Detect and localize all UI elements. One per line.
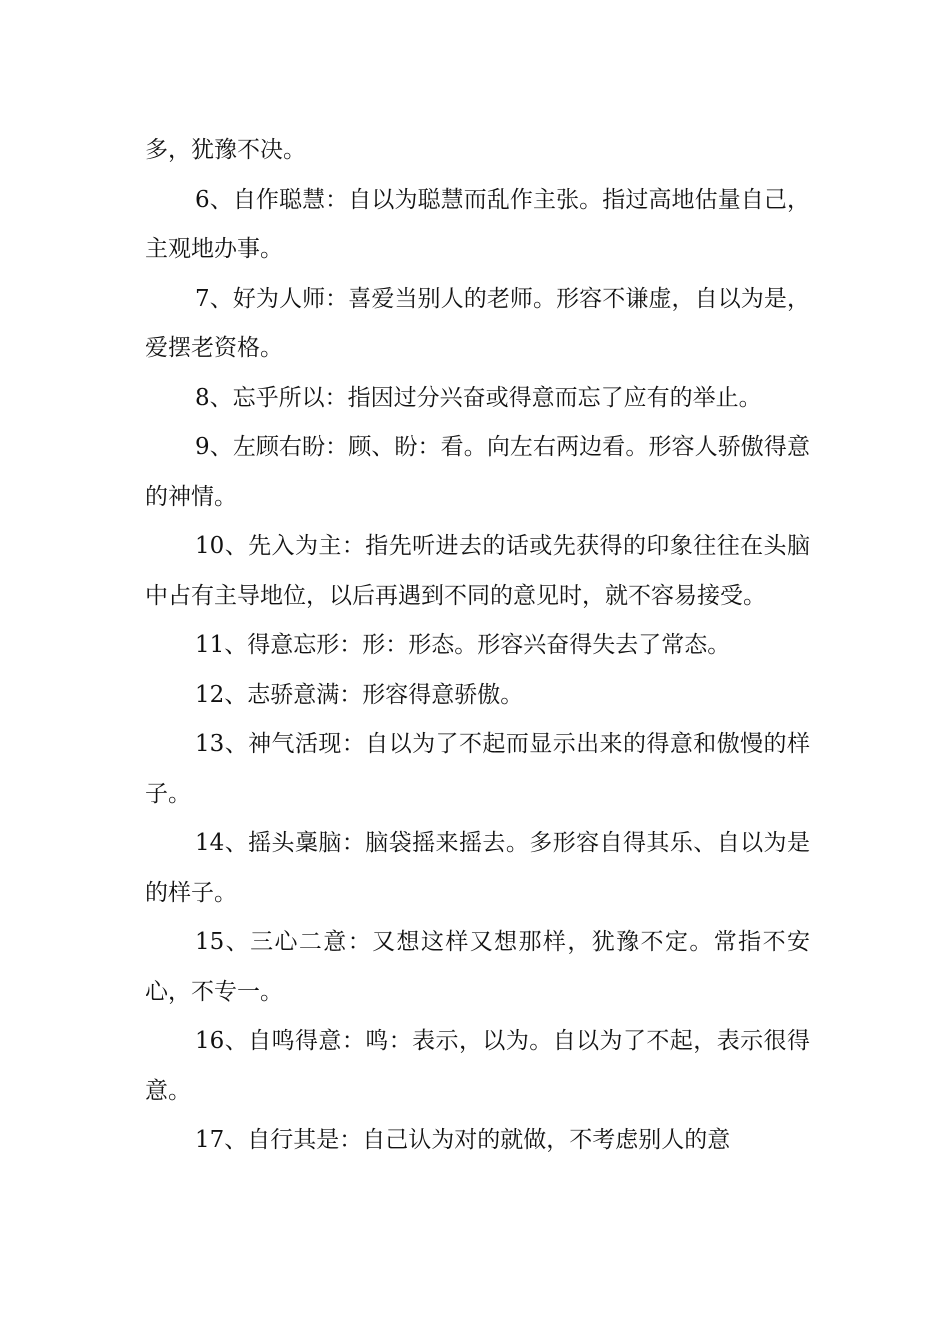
document-body <box>145 126 810 1166</box>
paragraph-item-6: 6、自作聪慧：自以为聪慧而乱作主张。指过高地估量自己，主观地办事。 <box>145 186 810 262</box>
paragraph-item-15: 15、三心二意：又想这样又想那样，犹豫不定。常指不安心，不专一。 <box>145 929 810 1005</box>
paragraph-item-7: 7、好为人师：喜爱当别人的老师。形容不谦虚，自以为是，爱摆老资格。 <box>145 285 810 361</box>
paragraph-item-11: 11、得意忘形：形：形态。形容兴奋得失去了常态。 <box>195 632 731 658</box>
paragraph-item-16: 16、自鸣得意：鸣：表示，以为。自以为了不起，表示很得意。 <box>145 1028 810 1104</box>
paragraph-item-13: 13、神气活现：自以为了不起而显示出来的得意和傲慢的样子。 <box>145 731 810 807</box>
paragraph-item-14: 14、摇头稾脑：脑袋摇来摇去。多形容自得其乐、自以为是的样子。 <box>145 830 810 906</box>
paragraph-item-12: 12、志骄意满：形容得意骄傲。 <box>195 681 524 708</box>
paragraph-item-10: 10、先入为主：指先听进去的话或先获得的印象往往在头脑中占有主导地位，以后再遇到不同的意见时，就不容易接受。 <box>145 533 810 609</box>
paragraph-item-9: 9、左顾右盼：顾、盼：看。向左右两边看。形容人骄傲得意的神情。 <box>145 434 810 510</box>
paragraph-continuation: 多，犹豫不决。 <box>145 137 306 163</box>
paragraph-item-17: 17、自行其是：自己认为对的就做，不考虑别人的意 <box>195 1127 731 1153</box>
paragraph-item-8: 8、忘乎所以：指因过分兴奋或得意而忘了应有的举止。 <box>195 384 762 411</box>
